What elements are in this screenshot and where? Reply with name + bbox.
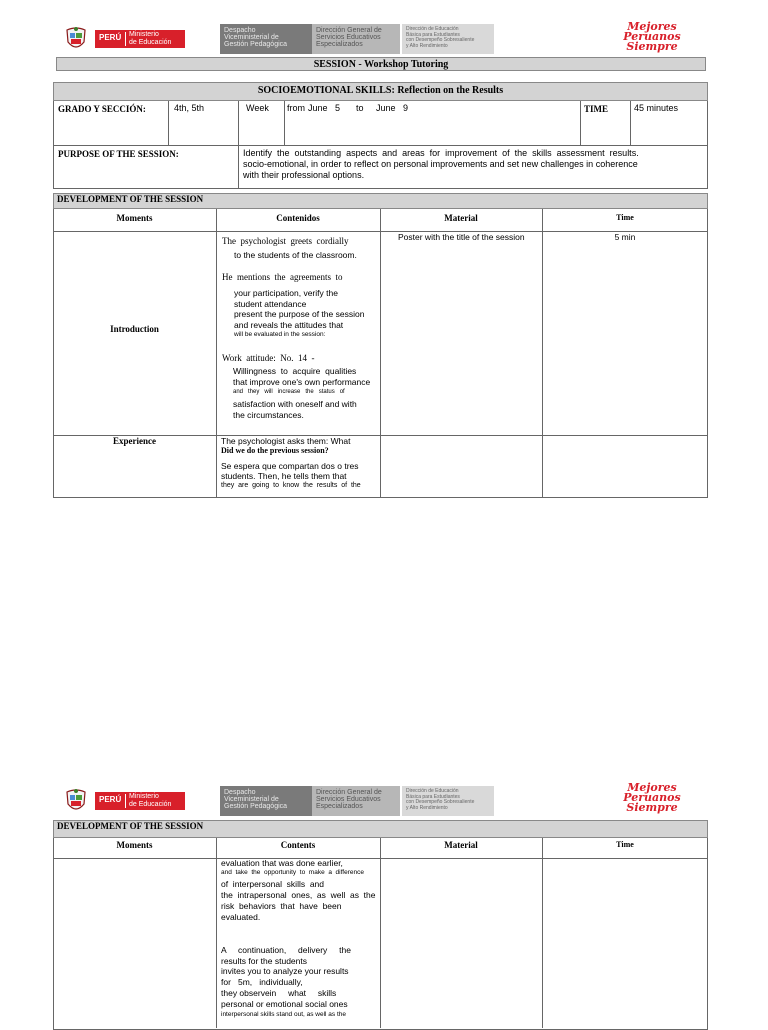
week-to: to <box>356 103 364 113</box>
session-title: SESSION - Workshop Tutoring <box>313 59 449 70</box>
header-block-direction-general: Dirección General de Servicios Educativos Especializados <box>312 24 400 54</box>
experience-contents: The psychologist asks them: What Did we do the previous session? Se espera que compartan dos o tres students. Then, he tells them that they are going to know the results of the <box>221 436 361 489</box>
col-time: Time <box>616 840 634 849</box>
col-time: Time <box>616 213 634 222</box>
purpose-text: Identify the outstanding aspects and areas for improvement of the skills assessment results. socio-emotional, in order to reflect on personal improvements and set new challenges in coherence with their professional options. <box>243 148 639 180</box>
page2-contents: evaluation that was done earlier, and take the opportunity to make a difference of interpersonal skills and the intrapersonal ones, as well as the risk behaviors that have been evaluated. A continuation, delivery the results for the students invites you to analyze your results for 5m, individually, they observein what skills personal or emotional social ones interpersonal skills stand out, as well as the <box>221 858 376 1018</box>
intro-material: Poster with the title of the session <box>398 232 525 242</box>
ministry-label: Ministerio de Educación <box>129 31 172 46</box>
intro-time: 5 min <box>614 232 636 242</box>
page2-header-banner <box>60 786 494 816</box>
peru-brand-block: PERÚ Ministerio de Educación <box>95 792 185 810</box>
col-moments: Moments <box>116 840 153 850</box>
header-block-vice-ministry: Despacho Viceministerial de Gestión Pedagógica <box>220 786 370 816</box>
header-block-direction-education: Dirección de Educación Básica para Estudiantes con Desempeño Sobresaliente y Alto Rendimiento <box>402 786 494 816</box>
development-label: DEVELOPMENT OF THE SESSION <box>57 194 204 204</box>
header-block-vice-ministry: Despacho Viceministerial de Gestión Pedagógica <box>220 24 370 54</box>
peru-coat-of-arms-icon <box>64 26 88 52</box>
intro-contents: The psychologist greets cordially to the students of the classroom. He mentions the agreements to your participation, verify the student attendance present the purpose of the session and reveals the attitudes that will be evaluated in the session: Work attitude: No. 14 - Willingness to acquire qualities that improve one's own performance and they will increase the status of satisfaction with oneself and with the circumstances. <box>222 236 371 420</box>
page1-header-banner <box>60 24 494 54</box>
peru-label: PERÚ <box>99 33 122 42</box>
intro-moment-label: Introduction <box>110 324 159 334</box>
slogan-logo: Mejores Peruanos Siempre <box>623 20 681 53</box>
development-bar-page1 <box>53 193 708 209</box>
col-material: Material <box>444 840 478 850</box>
peru-coat-of-arms-icon <box>64 788 88 814</box>
col-material: Material <box>444 213 478 223</box>
col-contents: Contents <box>280 840 316 850</box>
grade-value: 4th, 5th <box>174 103 205 113</box>
session-subtitle: SOCIOEMOTIONAL SKILLS: Reflection on the Results <box>257 85 504 96</box>
header-block-direction-education: Dirección de Educación Básica para Estudiantes con Desempeño Sobresaliente y Alto Rendimiento <box>402 24 494 54</box>
grade-label: GRADO Y SECCIÓN: <box>58 104 146 114</box>
subtitle-bar <box>53 82 708 101</box>
experience-moment-label: Experience <box>113 436 156 446</box>
slogan-logo: Mejores Peruanos Siempre <box>623 781 681 814</box>
peru-brand-block <box>95 30 185 48</box>
col-moments: Moments <box>116 213 153 223</box>
time-value: 45 minutes <box>634 103 679 113</box>
development-bar-page2 <box>53 820 708 838</box>
purpose-label: PURPOSE OF THE SESSION: <box>58 149 179 159</box>
week-label: Week <box>246 103 269 113</box>
col-contents: Contenidos <box>276 213 320 223</box>
week-start-date: June 5 <box>308 103 341 113</box>
week-end-date: June 9 <box>376 103 409 113</box>
week-from: from <box>287 103 305 113</box>
development-label: DEVELOPMENT OF THE SESSION <box>57 821 204 831</box>
header-block-direction-general: Dirección General de Servicios Educativos Especializados <box>312 786 400 816</box>
session-title-bar <box>56 57 706 71</box>
time-label: TIME <box>584 104 609 114</box>
